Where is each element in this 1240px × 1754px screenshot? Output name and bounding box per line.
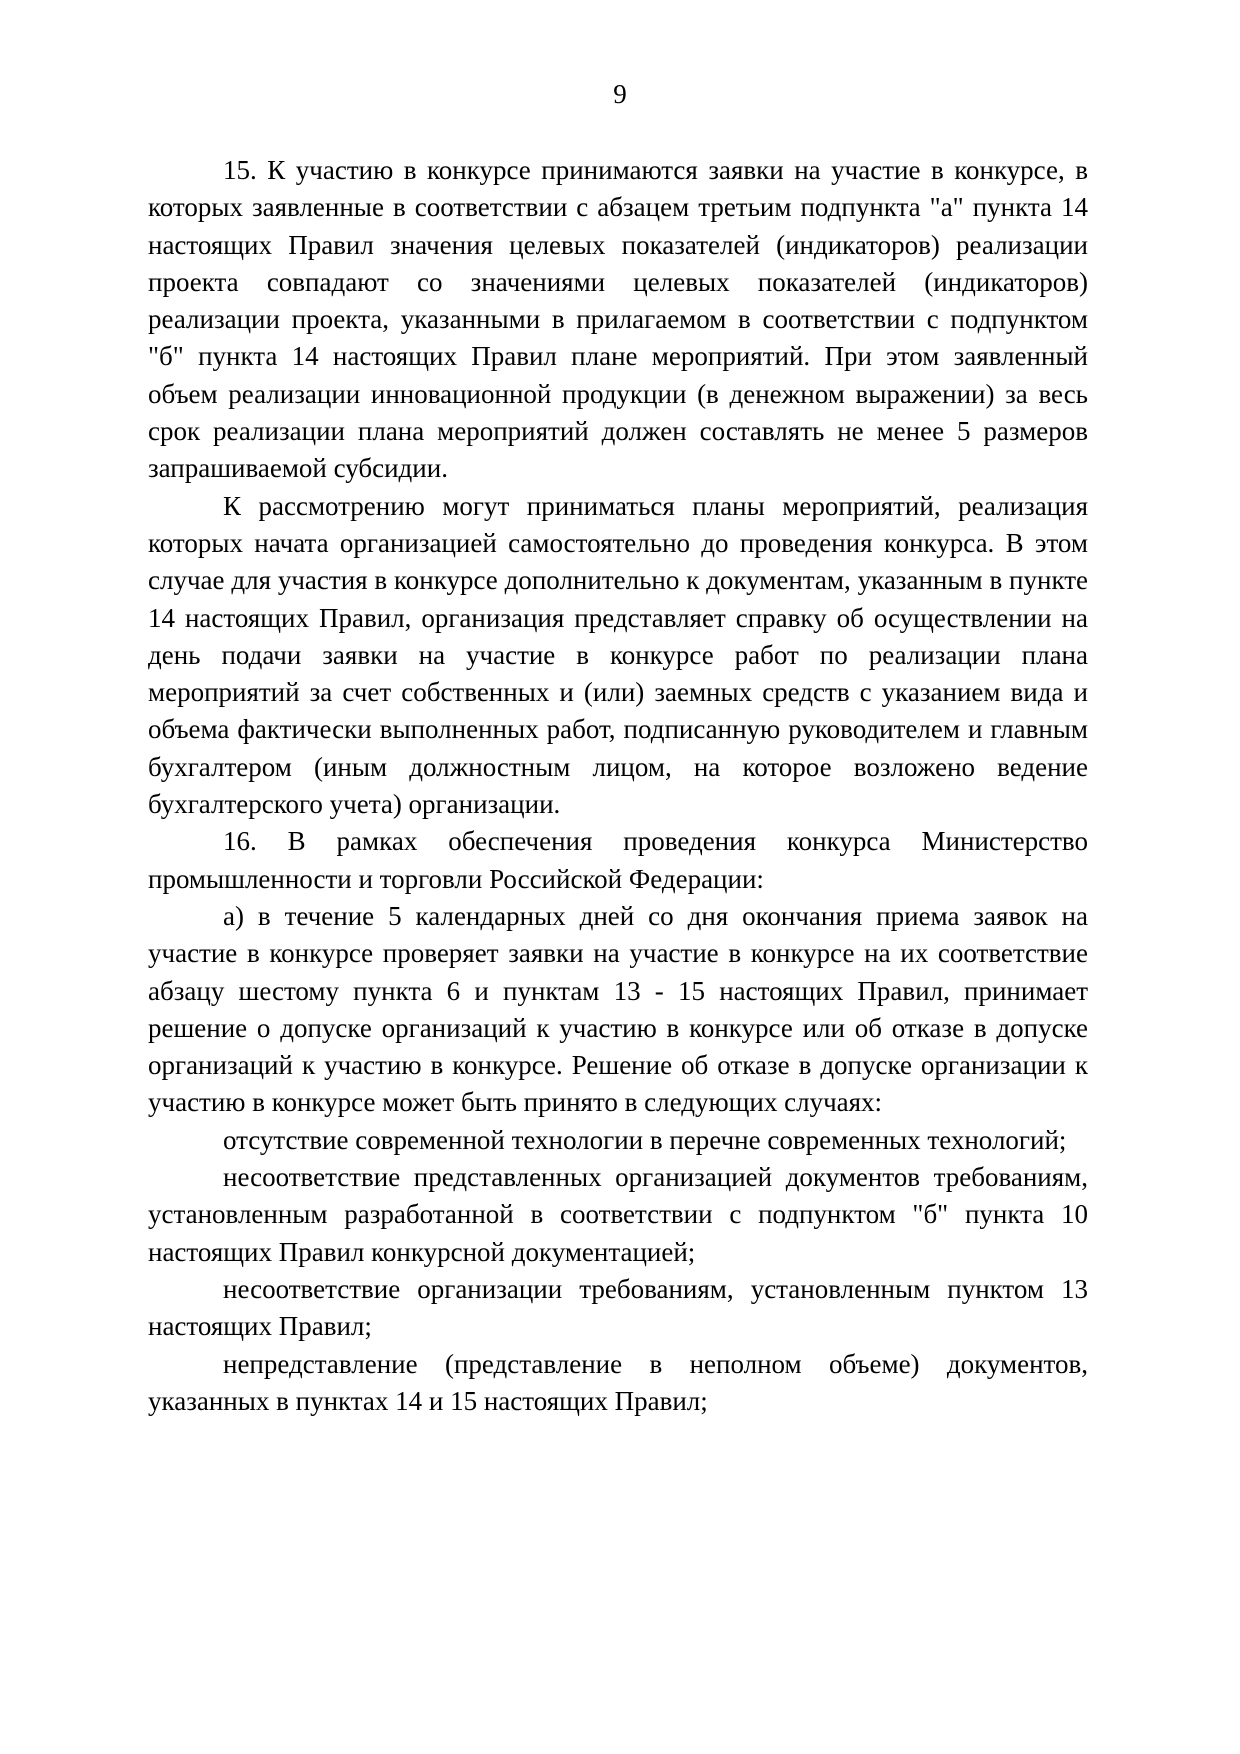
list-item: отсутствие современной технологии в перечне современных технологий; [223,1124,1067,1155]
list-item: непредставление (представление в неполном объеме) документов, указанных в пунктах 14 и 15 настоящих Правил; [148,1348,1088,1416]
paragraph-15: 15. К участию в конкурсе принимаются заявки на участие в конкурсе, в которых заявленные в соответствии с абзацем третьим подпункта "а" пункта 14 настоящих Правил значения целевых показателей (индикаторов) реализации проекта совпадают со значениями целевых показателей (индикаторов) реализации проекта, указанными в прилагаемом в соответствии с подпунктом "б" пункта 14 настоящих Правил плане мероприятий. При этом заявленный объем реализации инновационной продукции (в денежном выражении) за весь срок реализации плана мероприятий должен составлять не менее 5 размеров запрашиваемой субсидии. [148,155,1088,484]
list-item: несоответствие представленных организацией документов требованиям, установленным разработанной в соответствии с подпунктом "б" пункта 10 настоящих Правил конкурсной документацией; [148,1162,1088,1267]
paragraph-16: 16. В рамках обеспечения проведения конкурса Министерство промышленности и торговли Российской Федерации: [148,826,1088,894]
paragraph-15-continuation: К рассмотрению могут приниматься планы мероприятий, реализация которых начата организацией самостоятельно до проведения конкурса. В этом случае для участия в конкурсе дополнительно к документам, указанным в пункте 14 настоящих Правил, организация представляет справку об осуществлении на день подачи заявки на участие в конкурсе работ по реализации плана мероприятий за счет собственных и (или) заемных средств с указанием вида и объема фактически выполненных работ, подписанную руководителем и главным бухгалтером (иным должностным лицом, на которое возложено ведение бухгалтерского учета) организации. [148,490,1088,820]
subparagraph-a: а) в течение 5 календарных дней со дня окончания приема заявок на участие в конкурсе проверяет заявки на участие в конкурсе на их соответствие абзацу шестому пункта 6 и пунктам 13 - 15 настоящих Правил, принимает решение о допуске организаций к участию в конкурсе или об отказе в допуске организаций к участию в конкурсе. Решение об отказе в допуске организации к участию в конкурсе может быть принято в следующих случаях: [148,900,1088,1118]
page-number: 9 [613,79,627,109]
list-item: несоответствие организации требованиям, установленным пунктом 13 настоящих Правил; [148,1273,1088,1342]
document-body [148,152,1088,1420]
